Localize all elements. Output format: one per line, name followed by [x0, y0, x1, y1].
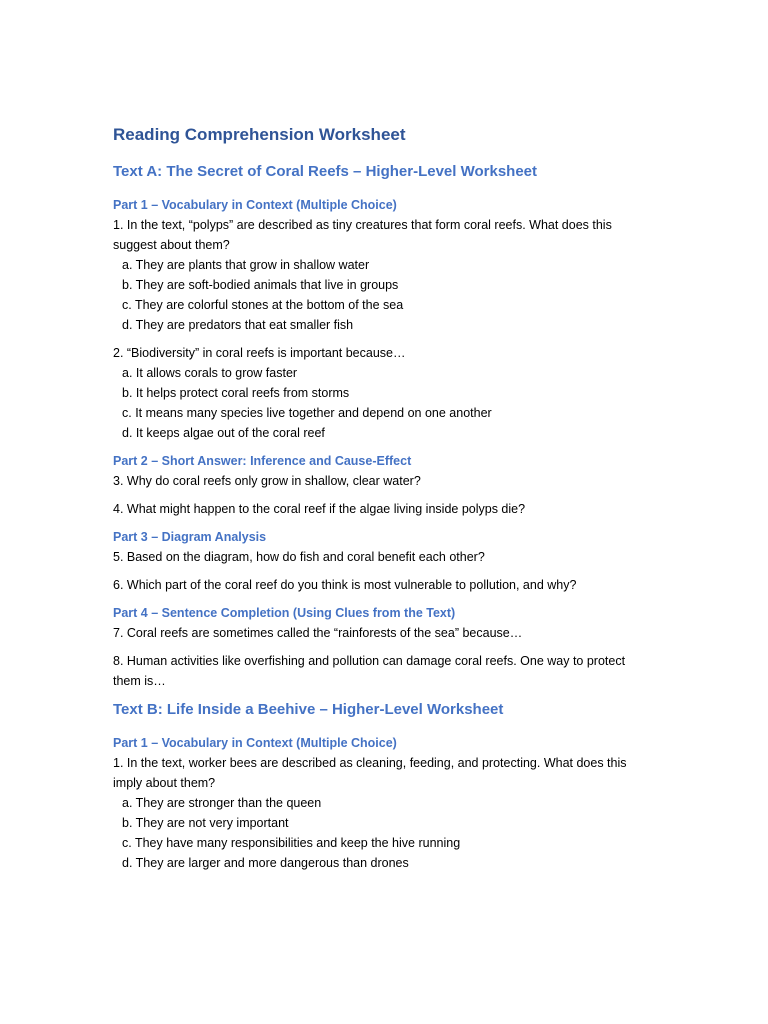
- answer-option: d. They are predators that eat smaller fish: [122, 318, 354, 332]
- question-block: [113, 623, 640, 643]
- part-heading: Part 1 – Vocabulary in Context (Multiple Choice): [113, 736, 397, 750]
- text-b-part-1: [113, 733, 640, 873]
- text-a-part-3: [113, 527, 640, 595]
- question-block: [113, 471, 640, 491]
- answer-option: b. It helps protect coral reefs from storms: [122, 386, 350, 400]
- answer-options: [113, 793, 640, 873]
- text-b-heading: Text B: Life Inside a Beehive – Higher-Level Worksheet: [113, 701, 504, 718]
- text-a-part-1: [113, 195, 640, 443]
- question-block: [113, 215, 640, 335]
- question-text: 5. Based on the diagram, how do fish and coral benefit each other?: [113, 550, 485, 564]
- question-text: 1. In the text, worker bees are described as cleaning, feeding, and protecting. What does this imply about them?: [113, 756, 627, 790]
- question-text: 6. Which part of the coral reef do you think is most vulnerable to pollution, and why?: [113, 578, 577, 592]
- question-block: [113, 575, 640, 595]
- question-block: [113, 499, 640, 519]
- text-a-heading: Text A: The Secret of Coral Reefs – Higher-Level Worksheet: [113, 163, 538, 180]
- question-block: [113, 343, 640, 443]
- answer-option: c. They are colorful stones at the bottom of the sea: [122, 298, 404, 312]
- question-text: 3. Why do coral reefs only grow in shallow, clear water?: [113, 474, 421, 488]
- question-text: 8. Human activities like overfishing and pollution can damage coral reefs. One way to protect them is…: [113, 654, 626, 688]
- worksheet-page: [113, 123, 640, 881]
- part-heading: Part 2 – Short Answer: Inference and Cause-Effect: [113, 454, 412, 468]
- question-block: [113, 651, 640, 691]
- question-text: 4. What might happen to the coral reef if the algae living inside polyps die?: [113, 502, 526, 516]
- answer-option: b. They are not very important: [122, 816, 289, 830]
- answer-option: c. It means many species live together and depend on one another: [122, 406, 492, 420]
- answer-option: a. They are stronger than the queen: [122, 796, 322, 810]
- answer-option: a. They are plants that grow in shallow water: [122, 258, 370, 272]
- answer-options: [113, 255, 640, 335]
- text-a-part-2: [113, 451, 640, 519]
- question-text: 7. Coral reefs are sometimes called the “rainforests of the sea” because…: [113, 626, 523, 640]
- part-heading: Part 3 – Diagram Analysis: [113, 530, 267, 544]
- question-text: 2. “Biodiversity” in coral reefs is important because…: [113, 346, 406, 360]
- answer-option: d. It keeps algae out of the coral reef: [122, 426, 325, 440]
- question-text: 1. In the text, “polyps” are described as tiny creatures that form coral reefs. What does this suggest about them?: [113, 218, 612, 252]
- answer-options: [113, 363, 640, 443]
- question-block: [113, 753, 640, 873]
- part-heading: Part 1 – Vocabulary in Context (Multiple Choice): [113, 198, 397, 212]
- document-title: Reading Comprehension Worksheet: [113, 125, 406, 144]
- text-a-part-4: [113, 603, 640, 691]
- answer-option: d. They are larger and more dangerous than drones: [122, 856, 409, 870]
- answer-option: a. It allows corals to grow faster: [122, 366, 298, 380]
- part-heading: Part 4 – Sentence Completion (Using Clues from the Text): [113, 606, 456, 620]
- answer-option: c. They have many responsibilities and keep the hive running: [122, 836, 461, 850]
- question-block: [113, 547, 640, 567]
- answer-option: b. They are soft-bodied animals that live in groups: [122, 278, 399, 292]
